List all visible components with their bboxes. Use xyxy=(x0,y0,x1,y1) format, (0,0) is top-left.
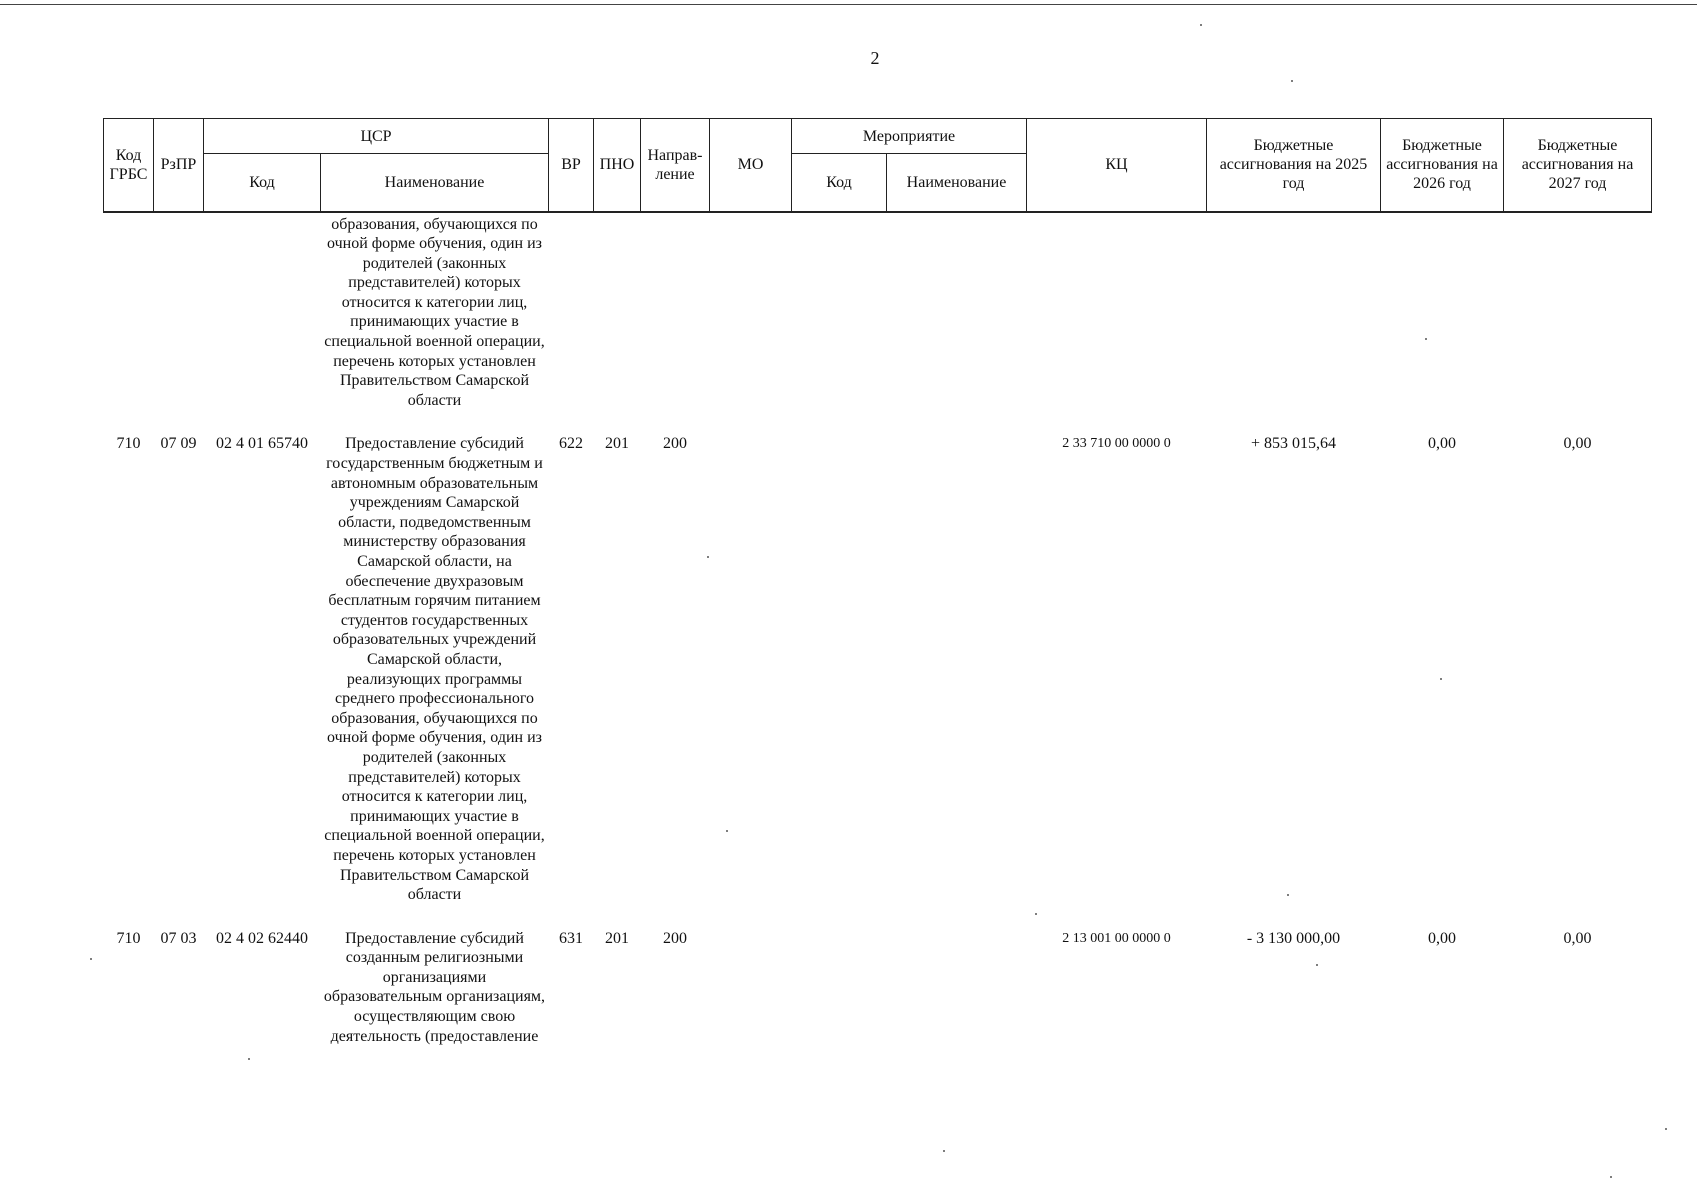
header-event: Мероприятие xyxy=(792,119,1027,154)
cell-pno xyxy=(594,212,641,424)
cell-vr xyxy=(549,212,594,424)
table-row xyxy=(104,919,1652,1047)
scan-speck xyxy=(943,1150,945,1152)
cell-budget-2026: 0,00 xyxy=(1428,435,1456,453)
cell-pno: 201 xyxy=(605,929,629,947)
cell-budget-2025: + 853 015,64 xyxy=(1250,435,1337,453)
header-direction: Направ-ление xyxy=(641,119,710,212)
cell-vr: 631 xyxy=(559,929,583,947)
scan-speck xyxy=(90,958,92,960)
cell-event-name xyxy=(887,423,1027,918)
header-budget-2026: Бюджетные ассигнования на 2026 год xyxy=(1381,119,1504,212)
header-kc: КЦ xyxy=(1027,119,1207,212)
cell-csr-name: Предоставление субсидий государственным бюджетным и автономным образовательным учреждениям Самарской области, подведомственным министерству образования Самарской области, на обеспечение двухразовым бесплатным горячим питанием студентов государственных образовательных учреждений Самарской области, реализующих программы среднего профессионального образования, обучающихся по очной форме обучения, один из родителей (законных представителей) которых относится к категории лиц, принимающих участие в специальной военной операции, перечень которых установлен Правительством Самарской области xyxy=(324,435,545,904)
table-row xyxy=(104,423,1652,918)
cell-direction: 200 xyxy=(663,929,687,947)
cell-direction xyxy=(641,212,710,424)
top-rule xyxy=(0,4,1697,5)
header-csr: ЦСР xyxy=(204,119,549,154)
cell-kc: 2 13 001 00 0000 0 xyxy=(1062,930,1171,946)
cell-csr-code: 02 4 02 62440 xyxy=(216,929,308,947)
cell-direction: 200 xyxy=(663,435,687,453)
scan-speck xyxy=(1291,80,1293,82)
cell-csr-name: образования, обучающихся по очной форме обучения, один из родителей (законных представителей) которых относится к категории лиц, принимающих участие в специальной военной операции, перечень которых установлен Правительством Самарской области xyxy=(324,215,545,409)
header-vr: ВР xyxy=(549,119,594,212)
cell-rzpr: 07 09 xyxy=(160,435,197,453)
cell-vr: 622 xyxy=(559,435,583,453)
cell-budget-2026: 0,00 xyxy=(1428,929,1456,947)
scan-speck xyxy=(1610,1176,1612,1178)
cell-csr-name: Предоставление субсидий созданным религиозными организациями образовательным организациям, осуществляющим свою деятельность (предоставление xyxy=(323,929,546,1045)
table-header xyxy=(104,119,1652,212)
cell-budget-2027: 0,00 xyxy=(1563,435,1592,453)
cell-grbs: 710 xyxy=(116,435,141,453)
cell-event-code xyxy=(792,212,887,424)
cell-budget-2025: - 3 130 000,00 xyxy=(1246,929,1341,947)
cell-event-name xyxy=(887,212,1027,424)
cell-budget-2025 xyxy=(1207,212,1381,424)
scan-speck xyxy=(1665,1128,1667,1130)
cell-mo xyxy=(710,423,792,918)
scan-speck xyxy=(248,1058,250,1060)
cell-grbs xyxy=(104,212,154,424)
header-grbs: Код ГРБС xyxy=(104,119,154,212)
cell-event-code xyxy=(792,919,887,1047)
scan-speck xyxy=(1200,24,1202,26)
header-rzpr: РзПР xyxy=(154,119,204,212)
cell-grbs: 710 xyxy=(116,929,141,947)
cell-kc xyxy=(1027,212,1207,424)
cell-budget-2027 xyxy=(1504,212,1652,424)
cell-event-code xyxy=(792,423,887,918)
budget-table xyxy=(103,118,1652,1046)
cell-rzpr xyxy=(154,212,204,424)
header-csr-code: Код xyxy=(204,154,321,212)
cell-mo xyxy=(710,212,792,424)
cell-csr-code xyxy=(204,212,321,424)
cell-csr-code: 02 4 01 65740 xyxy=(216,435,308,453)
header-budget-2027: Бюджетные ассигнования на 2027 год xyxy=(1504,119,1652,212)
cell-budget-2026 xyxy=(1381,212,1504,424)
header-mo: МО xyxy=(710,119,792,212)
cell-budget-2027: 0,00 xyxy=(1563,929,1592,947)
cell-pno: 201 xyxy=(605,435,629,453)
header-event-code: Код xyxy=(792,154,887,212)
cell-mo xyxy=(710,919,792,1047)
table-row xyxy=(104,212,1652,424)
header-csr-name: Наименование xyxy=(321,154,549,212)
cell-kc: 2 33 710 00 0000 0 xyxy=(1062,436,1171,452)
header-event-name: Наименование xyxy=(887,154,1027,212)
header-budget-2025: Бюджетные ассигнования на 2025 год xyxy=(1207,119,1381,212)
cell-event-name xyxy=(887,919,1027,1047)
cell-rzpr: 07 03 xyxy=(160,929,197,947)
header-pno: ПНО xyxy=(594,119,641,212)
page-number: 2 xyxy=(870,48,880,68)
